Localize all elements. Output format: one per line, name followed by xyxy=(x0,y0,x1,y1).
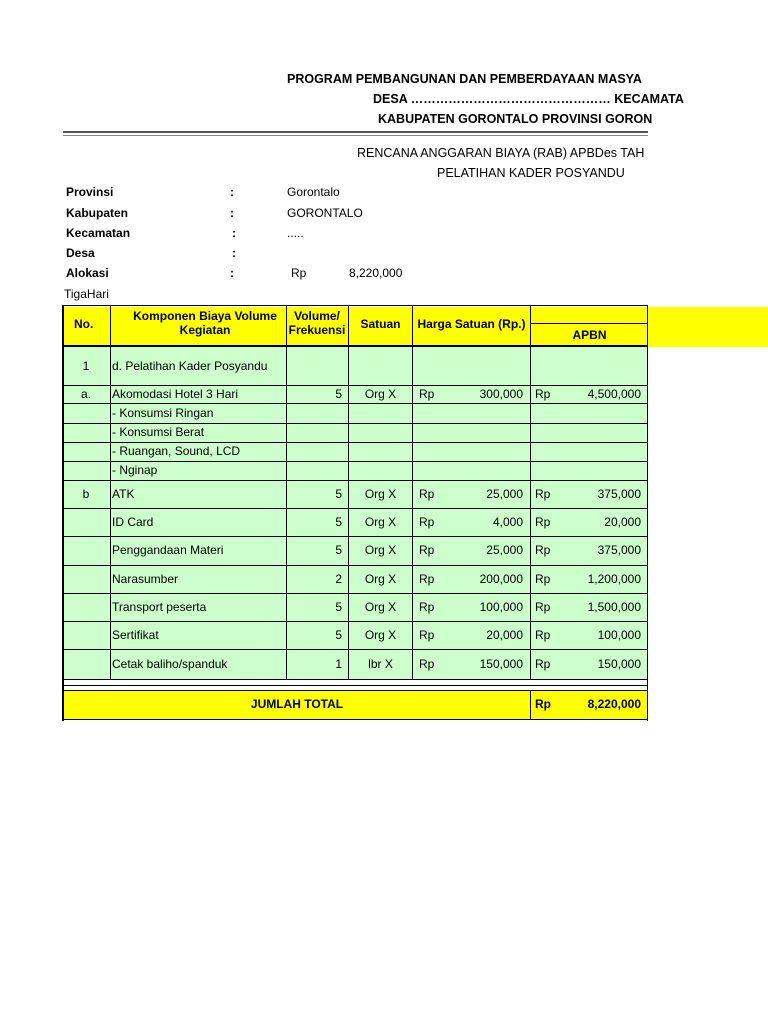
row-item: Akomodasi Hotel 3 Hari xyxy=(112,387,239,401)
total-amount: 8,220,000 xyxy=(587,697,641,711)
grid-line xyxy=(62,719,648,720)
row-item: Sertifikat xyxy=(112,628,159,642)
info-sep: : xyxy=(230,206,234,220)
grid-line xyxy=(63,305,64,721)
row-harga: 20,000 xyxy=(486,628,523,642)
info-label-provinsi: Provinsi xyxy=(66,185,114,199)
col-header-harga: Harga Satuan (Rp.) xyxy=(417,317,526,331)
row-harga: 200,000 xyxy=(479,572,523,586)
col-header-komponen: Komponen Biaya Volume xyxy=(133,309,277,323)
info-label-alokasi: Alokasi xyxy=(66,266,109,280)
grid-line xyxy=(62,565,648,566)
row-currency: Rp xyxy=(419,628,435,642)
total-label: JUMLAH TOTAL xyxy=(250,697,344,711)
row-currency: Rp xyxy=(419,387,435,401)
grid-line xyxy=(62,385,648,386)
col-header-apbn: APBN xyxy=(572,328,607,342)
row-currency: Rp xyxy=(419,572,435,586)
grid-line xyxy=(62,679,648,680)
row-currency: Rp xyxy=(535,657,551,671)
row-total: 20,000 xyxy=(604,515,641,529)
grid-line xyxy=(62,685,648,686)
grid-line xyxy=(62,442,648,443)
row-total: 150,000 xyxy=(597,657,641,671)
grid-line xyxy=(530,690,531,720)
col-header-frekuensi: Frekuensi xyxy=(288,323,346,337)
grid-line xyxy=(647,305,648,721)
row-total: 375,000 xyxy=(597,543,641,557)
row-volume: 5 xyxy=(335,543,342,557)
header-line-2: DESA ………………………………………… KECAMATA xyxy=(373,92,684,106)
row-volume: 1 xyxy=(335,657,342,671)
duration-note: TigaHari xyxy=(64,287,109,301)
grid-line xyxy=(62,403,648,404)
row-harga: 100,000 xyxy=(479,600,523,614)
info-label-desa: Desa xyxy=(66,246,95,260)
grid-line xyxy=(62,480,648,481)
row-item: Cetak baliho/spanduk xyxy=(112,657,228,671)
grid-line xyxy=(62,536,648,537)
info-value-alokasi-amount: 8,220,000 xyxy=(349,266,403,280)
col-header-no: No. xyxy=(74,317,94,331)
col-header-satuan: Satuan xyxy=(360,317,401,331)
grid-line xyxy=(412,305,413,679)
grid-line xyxy=(348,305,349,679)
row-harga: 150,000 xyxy=(479,657,523,671)
row-satuan: Org X xyxy=(364,543,397,557)
grid-line xyxy=(62,690,648,691)
row-satuan: lbr X xyxy=(368,657,393,671)
row-total: 4,500,000 xyxy=(587,387,641,401)
row-number: a. xyxy=(80,387,91,401)
document-title: RENCANA ANGGARAN BIAYA (RAB) APBDes TAH xyxy=(357,146,645,160)
row-item: - Konsumsi Berat xyxy=(112,425,205,439)
row-currency: Rp xyxy=(419,600,435,614)
row-item: Transport peserta xyxy=(112,600,207,614)
info-sep: : xyxy=(230,185,234,199)
row-satuan: Org X xyxy=(364,515,397,529)
document-subtitle: PELATIHAN KADER POSYANDU xyxy=(437,166,625,180)
row-harga: 300,000 xyxy=(479,387,523,401)
row-item: - Konsumsi Ringan xyxy=(112,406,214,420)
row-total: 100,000 xyxy=(597,628,641,642)
row-currency: Rp xyxy=(535,515,551,529)
row-satuan: Org X xyxy=(364,600,397,614)
row-item: Narasumber xyxy=(112,572,179,586)
grid-line xyxy=(62,461,648,462)
info-value-kabupaten: GORONTALO xyxy=(287,206,363,220)
row-harga: 4,000 xyxy=(492,515,523,529)
row-item: - Nginap xyxy=(112,463,158,477)
row-number: 1 xyxy=(82,359,90,373)
grid-line xyxy=(62,508,648,509)
row-volume: 2 xyxy=(335,572,342,586)
row-total: 1,500,000 xyxy=(587,600,641,614)
total-currency: Rp xyxy=(535,697,551,711)
row-currency: Rp xyxy=(535,543,551,557)
grid-line xyxy=(62,593,648,594)
grid-line xyxy=(530,305,531,679)
grid-line xyxy=(110,305,111,679)
info-sep: : xyxy=(232,226,236,240)
row-item: ID Card xyxy=(112,515,154,529)
row-currency: Rp xyxy=(535,628,551,642)
grid-line xyxy=(531,323,648,324)
row-harga: 25,000 xyxy=(486,543,523,557)
row-volume: 5 xyxy=(335,515,342,529)
col-header-kegiatan: Kegiatan xyxy=(179,323,231,337)
row-satuan: Org X xyxy=(364,387,397,401)
grid-line xyxy=(62,305,648,306)
row-currency: Rp xyxy=(535,387,551,401)
row-volume: 5 xyxy=(335,387,342,401)
row-item: - Ruangan, Sound, LCD xyxy=(112,444,241,458)
row-total: 375,000 xyxy=(597,487,641,501)
grid-line xyxy=(62,621,648,622)
header-line-3: KABUPATEN GORONTALO PROVINSI GORON xyxy=(378,112,653,126)
row-volume: 5 xyxy=(335,487,342,501)
row-currency: Rp xyxy=(535,487,551,501)
row-currency: Rp xyxy=(419,657,435,671)
info-sep: : xyxy=(232,246,236,260)
row-satuan: Org X xyxy=(364,628,397,642)
row-satuan: Org X xyxy=(364,487,397,501)
row-item: d. Pelatihan Kader Posyandu xyxy=(112,359,268,373)
info-value-alokasi-currency: Rp xyxy=(291,266,307,280)
grid-line xyxy=(62,423,648,424)
info-label-kecamatan: Kecamatan xyxy=(66,226,131,240)
row-total: 1,200,000 xyxy=(587,572,641,586)
row-currency: Rp xyxy=(535,572,551,586)
info-value-kecamatan: ..... xyxy=(287,226,304,240)
row-satuan: Org X xyxy=(364,572,397,586)
row-currency: Rp xyxy=(419,515,435,529)
row-number: b xyxy=(82,487,90,501)
grid-line xyxy=(62,649,648,650)
row-volume: 5 xyxy=(335,628,342,642)
grid-line xyxy=(62,346,648,347)
row-item: Penggandaan Materi xyxy=(112,543,224,557)
row-currency: Rp xyxy=(535,600,551,614)
row-currency: Rp xyxy=(419,487,435,501)
info-sep: : xyxy=(230,266,234,280)
header-rule-thick xyxy=(63,131,648,133)
info-value-provinsi: Gorontalo xyxy=(287,185,340,199)
row-item: ATK xyxy=(112,487,135,501)
col-header-volume: Volume/ xyxy=(294,309,340,323)
row-harga: 25,000 xyxy=(486,487,523,501)
row-volume: 5 xyxy=(335,600,342,614)
grid-line xyxy=(286,305,287,679)
header-line-1: PROGRAM PEMBANGUNAN DAN PEMBERDAYAAN MASYA xyxy=(287,72,642,86)
header-rule-thin xyxy=(63,135,648,136)
info-label-kabupaten: Kabupaten xyxy=(66,206,129,220)
row-currency: Rp xyxy=(419,543,435,557)
budget-table xyxy=(62,305,648,721)
